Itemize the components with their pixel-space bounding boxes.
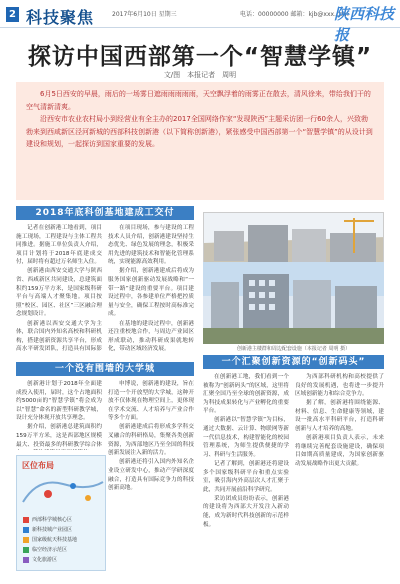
newspaper-masthead: 陕西科技报 (334, 5, 395, 44)
header-contact: 电话：00000000 邮箱：kjb@xxx.com (240, 11, 349, 18)
body-paragraph: 在项目现场，参与建设的工程技术人员介绍，创新港建设坚持生态优先、绿色发展的理念，积极采用先进的建筑技术和智能化管理系统，实现能源高效利用。 (108, 225, 194, 266)
legend-swatch (23, 537, 29, 543)
page-number: 2 (6, 7, 19, 22)
body-paragraph: 记者在创新港工地看到，项目施工现场，工程建设与主体工程共同推进。据施工单位负责人介绍，项目计划将于2018年底建成交付，届时将有超过万名师生入住。 (16, 225, 102, 266)
body-column (108, 224, 194, 352)
header-date: 2017年6月10日 星期三 (112, 11, 177, 18)
campus-photo (203, 262, 384, 344)
section-heading: 一个没有围墙的大学城 (16, 362, 194, 376)
legend-swatch (23, 517, 29, 523)
body-paragraph: 据了解，创新港将围绕能源、材料、信息、生命健康等领域，建设一批高水平科研平台，打造科研创新与人才培养的高地。 (295, 400, 384, 433)
body-paragraph: 采访团成员纷纷表示，创新港的建设将为西部大开发注入新动能，成为新时代科技创新的示范样板。 (203, 495, 289, 528)
body-paragraph: 为西部科研机构和高校提供了良好的发展机遇，也将进一步提升区域创新能力和综合竞争力。 (295, 374, 384, 398)
page-header (0, 0, 400, 44)
body-column (203, 373, 289, 573)
map-title: 区位布局 (22, 461, 54, 470)
photo-caption: 创新港主楼群和周边配套设施（本报记者 周明 摄） (236, 346, 351, 352)
body-paragraph: 创新港项目负责人表示，未来将继续完善配套设施建设，确保项目如期高质量建成，为国家创新驱动发展战略作出更大贡献。 (295, 435, 384, 467)
body-paragraph: 记者了解到，创新港还将建设多个国家级科研平台和重点实验室，吸引海内外高层次人才汇聚于此，共同开展前沿科学研究。 (203, 460, 289, 493)
body-paragraph: 申博说，创新港的建设，旨在打造一个开放型的大学城，这种开放不仅体现在物理空间上，更体现在学术交流、人才培养与产业合作等多个方面。 (108, 381, 194, 422)
map-legend-item: 国家级航天科技基地 (23, 536, 77, 543)
section-heading: 一个汇聚创新资源的“创新码头” (203, 355, 384, 369)
body-column (16, 380, 102, 450)
location-map (16, 455, 106, 571)
map-legend-item: 新科技城产业园区 (23, 526, 72, 533)
body-paragraph: 在创新港工地，我们看到一个被称为“创新码头”的区域，这里将汇聚全国乃至全球的创新资源，成为科技成果转化与产业孵化的重要平台。 (203, 374, 289, 415)
legend-swatch (23, 527, 29, 533)
lead-paragraph: 6月5日西安的早晨，雨后的一场雾日遮雨雨雨雨雨，天空飘浮着的雨雾正在散去，清风徐来，带给我们干的空气清新清爽。 (26, 90, 371, 111)
section-title: 科技聚焦 (26, 8, 95, 27)
map-legend-item: 临空经济示范区 (23, 546, 67, 553)
lead-paragraph: 沿西安市农业农村局小到经营业有全主办的2017全国网络作家“发现陕西”主题采访团一行60余人，兴致勃勃来到西咸新区泾河新城的西部科技创新港（以下简称创新港），紧张感受中国西部第一个“智慧学镇”的从设计到建设和规划，一起探访到国家重要的发展。 (26, 115, 373, 148)
body-column (16, 224, 102, 352)
article-byline: 文/图 本报记者 周明 (163, 71, 237, 79)
section-heading: 2018年底科创基地建成工交付 (16, 206, 194, 220)
body-paragraph: 创新港计划于2018年全面建成投入使用，届时，这个占地面积约5000亩的“智慧学镇”将会成为以“智慧”命名的新型科研教学城，设计充分体现开放共享理念。 (16, 381, 102, 422)
body-paragraph: 在基地的建设过程中，创新港还注重校地合作，与周边产业园区形成联动，推动科研成果就地转化，带动区域经济发展。 (108, 320, 194, 352)
map-illustration (18, 472, 106, 512)
article-headline: 探访中国西部第一个“智慧学镇” (27, 44, 373, 70)
body-paragraph: 创新港还将引入国内外知名企业设立研发中心，推动产学研深度融合，打造具有国际竞争力的科技创新高地。 (108, 459, 194, 492)
body-column (295, 373, 384, 573)
body-paragraph: 创新港以西安交通大学为主体，联合国内外知名高校和科研机构，搭建创新资源共享平台，形成高水平研发团队，打造具有国际影 (16, 320, 102, 352)
building-photo (203, 262, 384, 344)
lead-box (16, 82, 384, 200)
map-legend-item: 文化旅游区 (23, 556, 57, 563)
legend-swatch (23, 557, 29, 563)
map-legend-item: 西部科学城核心区 (23, 516, 72, 523)
legend-swatch (23, 547, 29, 553)
body-paragraph: 创新港由西安交通大学与陕西省、西咸新区共同建设，总建筑面积约159万平方米，是国家级科研平台与高端人才聚集地。项目按照“校区、园区、社区”三区融合理念规划设计。 (16, 268, 102, 318)
body-column (108, 380, 194, 570)
body-paragraph: 创新港以“智慧学镇”为目标，通过大数据、云计算、物联网等新一代信息技术，构建智能化的校园管理系统，为师生提供便捷的学习、科研与生活服务。 (203, 417, 289, 458)
body-paragraph: 据介绍，创新港建成后将成为服务国家创新驱动发展战略和“一带一路”建设的重要平台。项目建设过程中，各参建单位严格把控质量与安全，确保工程按时高标准完成。 (108, 268, 194, 318)
body-paragraph: 创新港建成后将形成多学科交叉融合的科研格局，集聚各类创新资源，为西部地区乃至全国的科技创新发展注入新的活力。 (108, 424, 194, 457)
body-paragraph: 据介绍，创新港总建筑面积约159万平方米，这是西部地区规模最大、投资最多的科研教学综合体 (16, 424, 102, 448)
